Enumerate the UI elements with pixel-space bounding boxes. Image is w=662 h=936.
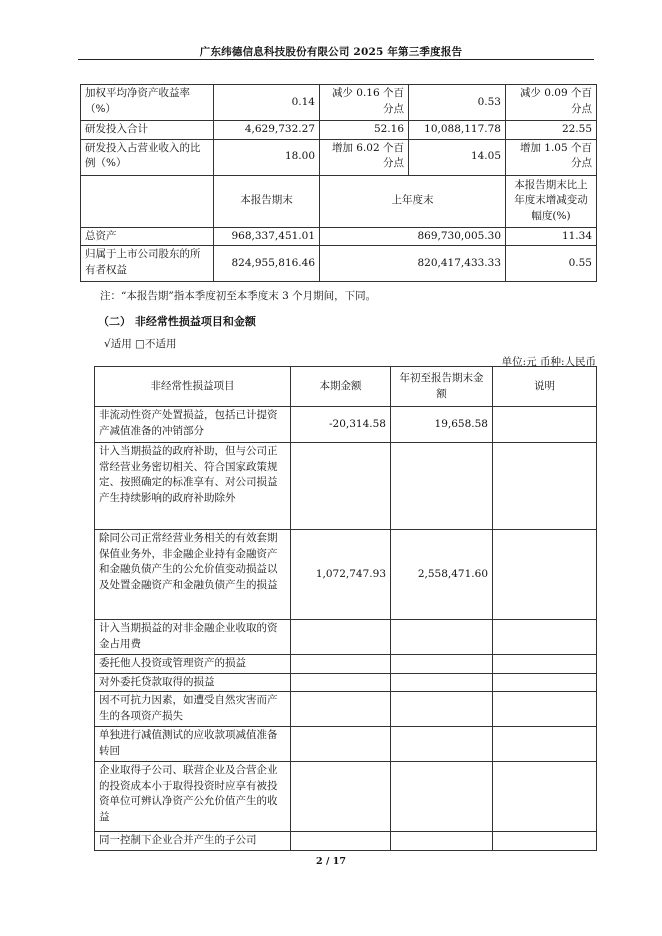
empty-cell <box>81 175 214 227</box>
current-amount <box>291 620 391 655</box>
cell-value: 4,629,732.27 <box>214 121 320 140</box>
item-name: 非流动性资产处置损益，包括已计提资产减值准备的冲销部分 <box>95 407 291 443</box>
table-subheader-row <box>81 175 597 227</box>
cell-value: 869,730,005.30 <box>320 227 506 246</box>
currency-unit-label: 单位:元 币种:人民币 <box>501 356 596 368</box>
explanation <box>493 443 597 530</box>
table-row <box>81 121 597 140</box>
item-name: 企业取得子公司、联营企业及合营企业的投资成本小于取得投资时应享有被投资单位可辨认净资产公允价值产生的收益 <box>95 762 291 832</box>
cell-value: 14.05 <box>409 139 506 175</box>
explanation <box>493 692 597 727</box>
row-label: 归属于上市公司股东的所有者权益 <box>81 246 214 282</box>
report-header-title: 广东纬德信息科技股份有限公司 2025 年第三季度报告 <box>199 46 463 58</box>
table-row <box>81 85 597 121</box>
current-amount <box>291 673 391 692</box>
current-amount <box>291 832 391 851</box>
cell-value: 增加 1.05 个百分点 <box>506 139 597 175</box>
table-row <box>95 692 597 727</box>
cell-value: 0.55 <box>506 246 597 282</box>
table-row <box>95 530 597 620</box>
ytd-amount <box>391 727 493 762</box>
cell-value: 0.14 <box>214 85 320 121</box>
table-row <box>95 673 597 692</box>
table-row <box>95 620 597 655</box>
current-amount <box>291 762 391 832</box>
item-name: 单独进行减值测试的应收款项减值准备转回 <box>95 727 291 762</box>
cell-value: 824,955,816.46 <box>214 246 320 282</box>
item-name: 因不可抗力因素，如遭受自然灾害而产生的各项资产损失 <box>95 692 291 727</box>
cell-value: 10,088,117.78 <box>409 121 506 140</box>
cell-value: 820,417,433.33 <box>320 246 506 282</box>
explanation <box>493 407 597 443</box>
header-divider <box>78 59 594 60</box>
ytd-amount <box>391 692 493 727</box>
cell-value: 增加 6.02 个百分点 <box>320 139 409 175</box>
column-header: 本期金额 <box>291 367 391 407</box>
explanation <box>493 673 597 692</box>
financial-indicators-table <box>80 84 597 282</box>
column-header: 本报告期末比上年度末增减变动幅度(%) <box>506 175 597 227</box>
current-amount <box>291 727 391 762</box>
table-row <box>81 246 597 282</box>
ytd-amount <box>391 620 493 655</box>
ytd-amount <box>391 443 493 530</box>
column-header: 本报告期末 <box>214 175 320 227</box>
row-label: 总资产 <box>81 227 214 246</box>
page-number: 2 / 17 <box>316 856 346 867</box>
explanation <box>493 620 597 655</box>
row-label: 研发投入占营业收入的比例（%） <box>81 139 214 175</box>
row-label: 研发投入合计 <box>81 121 214 140</box>
cell-value: 0.53 <box>409 85 506 121</box>
table-row <box>95 762 597 832</box>
explanation <box>493 655 597 674</box>
ytd-amount <box>391 673 493 692</box>
ytd-amount: 19,658.58 <box>391 407 493 443</box>
current-amount <box>291 655 391 674</box>
table-row <box>81 227 597 246</box>
table-row <box>95 443 597 530</box>
current-amount <box>291 692 391 727</box>
cell-value: 11.34 <box>506 227 597 246</box>
explanation <box>493 727 597 762</box>
cell-value: 18.00 <box>214 139 320 175</box>
table-row <box>95 655 597 674</box>
cell-value: 减少 0.16 个百分点 <box>320 85 409 121</box>
current-amount: -20,314.58 <box>291 407 391 443</box>
explanation <box>493 530 597 620</box>
item-name: 委托他人投资或管理资产的损益 <box>95 655 291 674</box>
cell-value: 968,337,451.01 <box>214 227 320 246</box>
table-row <box>95 832 597 851</box>
applicability-checkbox-text: √适用 □不适用 <box>104 338 177 350</box>
cell-value: 52.16 <box>320 121 409 140</box>
section-heading: （二） 非经常性损益项目和金额 <box>98 315 256 328</box>
item-name: 计入当期损益的对非金融企业收取的资金占用费 <box>95 620 291 655</box>
column-header: 年初至报告期末金额 <box>391 367 493 407</box>
footnote: 注：“本报告期”指本季度初至本季度末 3 个月期间，下同。 <box>100 290 377 302</box>
ytd-amount <box>391 832 493 851</box>
explanation <box>493 762 597 832</box>
table-header-row <box>95 367 597 407</box>
ytd-amount <box>391 762 493 832</box>
item-name: 同一控制下企业合并产生的子公司 <box>95 832 291 851</box>
cell-value: 22.55 <box>506 121 597 140</box>
current-amount: 1,072,747.93 <box>291 530 391 620</box>
current-amount <box>291 443 391 530</box>
row-label: 加权平均净资产收益率（%） <box>81 85 214 121</box>
ytd-amount <box>391 655 493 674</box>
ytd-amount: 2,558,471.60 <box>391 530 493 620</box>
non-recurring-items-table <box>94 366 597 851</box>
column-header: 上年度末 <box>320 175 506 227</box>
item-name: 除同公司正常经营业务相关的有效套期保值业务外，非金融企业持有金融资产和金融负债产生的公允价值变动损益以及处置金融资产和金融负债产生的损益 <box>95 530 291 620</box>
table-row <box>81 139 597 175</box>
item-name: 计入当期损益的政府补助，但与公司正常经营业务密切相关、符合国家政策规定、按照确定的标准享有、对公司损益产生持续影响的政府补助除外 <box>95 443 291 530</box>
table-row <box>95 407 597 443</box>
table-row <box>95 727 597 762</box>
cell-value: 减少 0.09 个百分点 <box>506 85 597 121</box>
explanation <box>493 832 597 851</box>
item-name: 对外委托贷款取得的损益 <box>95 673 291 692</box>
column-header: 说明 <box>493 367 597 407</box>
column-header: 非经常性损益项目 <box>95 367 291 407</box>
